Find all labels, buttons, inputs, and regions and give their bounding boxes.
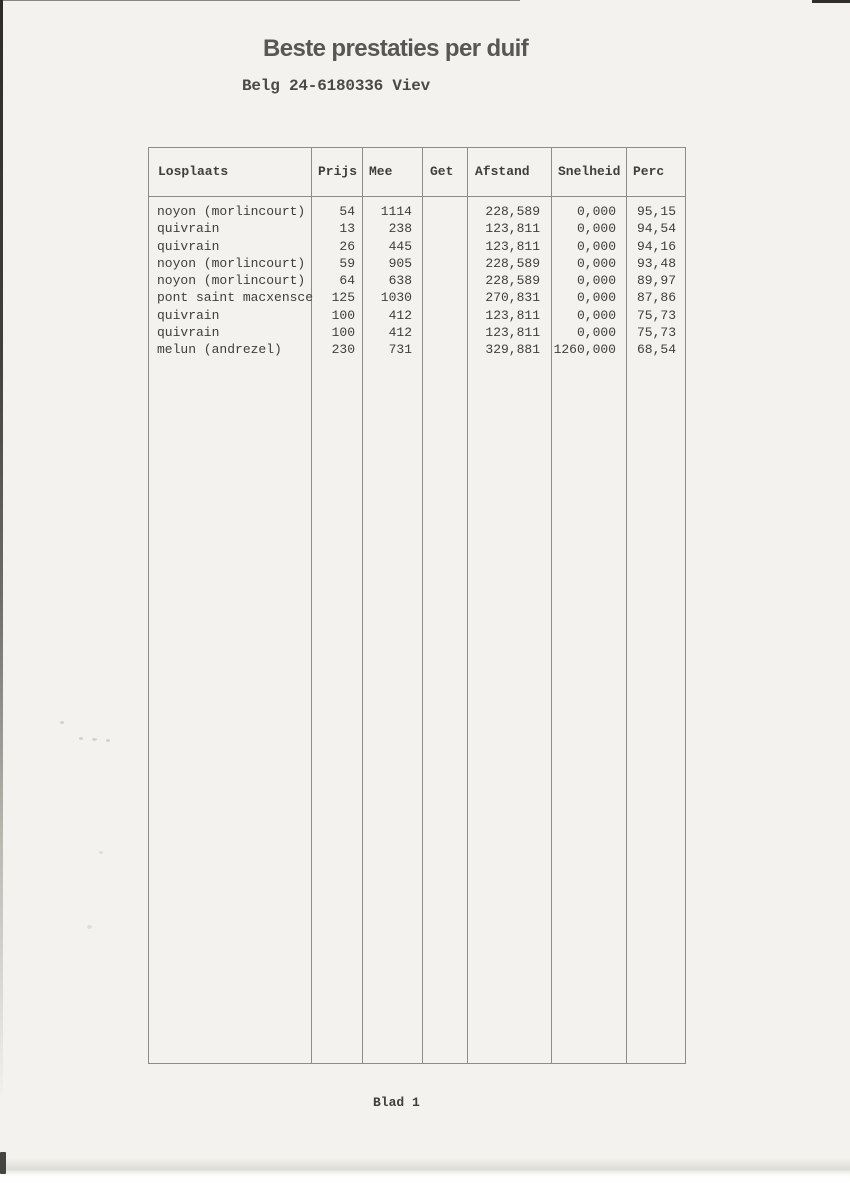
table-cell: 13 bbox=[339, 221, 355, 237]
table-cell: 95,15 bbox=[636, 204, 676, 219]
table-row bbox=[148, 272, 686, 289]
table-cell: 228,589 bbox=[485, 204, 540, 219]
scan-edge-left bbox=[0, 0, 3, 1160]
table-row bbox=[148, 238, 686, 255]
table-row bbox=[148, 307, 686, 324]
table-cell: noyon (morlincourt) bbox=[157, 273, 306, 289]
table-cell bbox=[422, 324, 460, 341]
table-cell: 1114 bbox=[380, 204, 412, 219]
table-cell: 75,73 bbox=[636, 307, 676, 323]
table-cell: 75,73 bbox=[636, 325, 676, 341]
table-cell: quivrain bbox=[157, 325, 220, 341]
table-cell: 638 bbox=[388, 273, 412, 289]
table-cell: 0,000 bbox=[576, 290, 616, 306]
table-cell bbox=[422, 255, 460, 272]
table-cell: 59 bbox=[339, 255, 355, 271]
table-cell bbox=[422, 289, 460, 306]
table-row bbox=[148, 289, 686, 306]
table-cell: pont saint macxensce bbox=[157, 290, 314, 306]
table-cell: 0,000 bbox=[576, 204, 616, 219]
table-cell: 123,811 bbox=[485, 307, 540, 323]
table-cell: 230 bbox=[331, 342, 355, 358]
table-cell: 0,000 bbox=[576, 307, 616, 323]
table-cell bbox=[422, 203, 460, 220]
scan-speck bbox=[92, 738, 97, 741]
table-cell: quivrain bbox=[157, 238, 220, 254]
table-gridline-horizontal bbox=[148, 1063, 686, 1064]
column-header-get: Get bbox=[430, 164, 454, 179]
column-header-afstand: Afstand bbox=[475, 164, 530, 179]
table-cell bbox=[422, 307, 460, 324]
table-cell: 1260,000 bbox=[553, 342, 616, 358]
table-cell: 412 bbox=[388, 325, 412, 341]
column-header-perc: Perc bbox=[633, 164, 665, 179]
table-cell: 445 bbox=[388, 238, 412, 254]
scan-bottom-edge bbox=[0, 1158, 850, 1183]
table-cell: 100 bbox=[331, 325, 355, 341]
table-cell: 228,589 bbox=[485, 273, 540, 289]
column-header-mee: Mee bbox=[369, 164, 393, 179]
table-cell: 94,54 bbox=[636, 221, 676, 237]
table-cell: 412 bbox=[388, 307, 412, 323]
table-gridline-horizontal bbox=[148, 196, 686, 197]
table-header-row bbox=[148, 147, 686, 196]
column-header-snelheid: Snelheid bbox=[558, 164, 621, 179]
table-cell: 87,86 bbox=[636, 290, 676, 306]
table-row bbox=[148, 220, 686, 237]
table-row bbox=[148, 341, 686, 358]
table-cell bbox=[422, 341, 460, 358]
table-cell: 54 bbox=[339, 204, 355, 219]
scan-mark-top-right bbox=[812, 0, 850, 3]
table-cell: 329,881 bbox=[485, 342, 540, 358]
table-cell: 0,000 bbox=[576, 325, 616, 341]
table-cell bbox=[422, 238, 460, 255]
scan-speck bbox=[106, 739, 110, 742]
table-cell: 123,811 bbox=[485, 238, 540, 254]
table-cell: 89,97 bbox=[636, 273, 676, 289]
table-cell: 93,48 bbox=[636, 255, 676, 271]
table-cell: 0,000 bbox=[576, 273, 616, 289]
table-cell: 68,54 bbox=[636, 342, 676, 358]
table-cell: 100 bbox=[331, 307, 355, 323]
table-cell bbox=[422, 272, 460, 289]
table-cell: noyon (morlincourt) bbox=[157, 204, 306, 219]
table-cell: 123,811 bbox=[485, 221, 540, 237]
table-cell: 905 bbox=[388, 255, 412, 271]
table-cell: 238 bbox=[388, 221, 412, 237]
table-cell: 0,000 bbox=[576, 255, 616, 271]
table-row bbox=[148, 203, 686, 220]
table-cell: 123,811 bbox=[485, 325, 540, 341]
column-header-prijs: Prijs bbox=[318, 164, 358, 179]
table-cell: 125 bbox=[331, 290, 355, 306]
table-row bbox=[148, 324, 686, 341]
table-cell: noyon (morlincourt) bbox=[157, 255, 306, 271]
table-cell: 731 bbox=[388, 342, 412, 358]
results-table bbox=[148, 147, 686, 1064]
column-header-losplaats: Losplaats bbox=[158, 164, 229, 179]
table-cell: quivrain bbox=[157, 307, 220, 323]
table-body bbox=[148, 203, 686, 359]
table-cell: quivrain bbox=[157, 221, 220, 237]
table-cell: 94,16 bbox=[636, 238, 676, 254]
scan-speck bbox=[87, 925, 92, 929]
table-cell: 228,589 bbox=[485, 255, 540, 271]
page-number: Blad 1 bbox=[373, 1095, 420, 1110]
report-title: Beste prestaties per duif bbox=[263, 35, 529, 62]
table-cell: 0,000 bbox=[576, 238, 616, 254]
pigeon-id-subtitle: Belg 24-6180336 Viev bbox=[242, 77, 431, 95]
table-cell: 0,000 bbox=[576, 221, 616, 237]
table-cell: 1030 bbox=[380, 290, 412, 306]
table-cell: 64 bbox=[339, 273, 355, 289]
scan-speck bbox=[79, 737, 83, 740]
table-row bbox=[148, 255, 686, 272]
scan-speck bbox=[99, 851, 103, 854]
scan-mark-bottom-left bbox=[0, 1152, 6, 1174]
table-cell: 270,831 bbox=[485, 290, 540, 306]
table-cell: 26 bbox=[339, 238, 355, 254]
scan-speck bbox=[60, 721, 64, 724]
scan-edge-top bbox=[0, 0, 520, 1]
table-cell bbox=[422, 220, 460, 237]
table-cell: melun (andrezel) bbox=[157, 342, 282, 358]
